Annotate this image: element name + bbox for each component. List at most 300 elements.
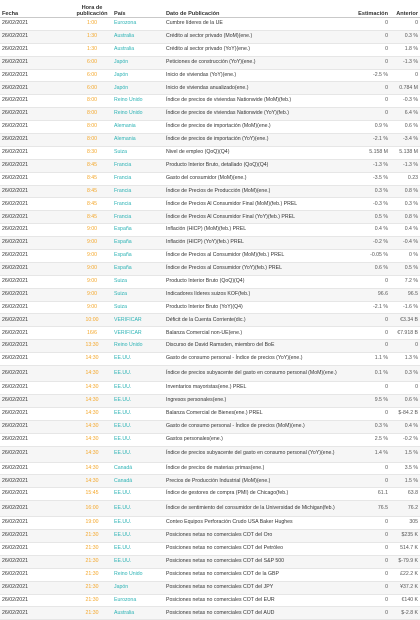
cell-fecha: 26/02/2021 <box>0 446 72 462</box>
cell-anterior: 1.3 % <box>390 353 420 366</box>
cell-estimacion: -2.5 % <box>350 69 390 82</box>
table-row[interactable] <box>0 555 420 568</box>
column-header-estimacion[interactable]: Estimación <box>350 0 390 18</box>
cell-estimacion: 0.9 % <box>350 121 390 134</box>
table-row[interactable] <box>0 237 420 250</box>
cell-fecha: 26/02/2021 <box>0 353 72 366</box>
cell-fecha: 26/02/2021 <box>0 542 72 555</box>
cell-pais: Reino Unido <box>112 95 164 108</box>
cell-fecha: 26/02/2021 <box>0 594 72 607</box>
cell-fecha: 26/02/2021 <box>0 517 72 530</box>
cell-fecha: 26/02/2021 <box>0 185 72 198</box>
cell-pais: EE.UU. <box>112 501 164 517</box>
cell-dato: Índice de Precios Al Consumidor Final (YoY)(feb.) PREL <box>164 211 350 224</box>
cell-dato: Producto Interior Bruto (YoY)(Q4) <box>164 301 350 314</box>
cell-dato: Posiciones netas no comerciales COT del Petróleo <box>164 542 350 555</box>
table-body <box>0 18 420 620</box>
table-row[interactable] <box>0 275 420 288</box>
cell-fecha: 26/02/2021 <box>0 475 72 488</box>
cell-anterior: $-79.9 K <box>390 555 420 568</box>
cell-fecha: 26/02/2021 <box>0 530 72 543</box>
cell-estimacion: 0 <box>350 340 390 353</box>
cell-anterior: 0.8 % <box>390 211 420 224</box>
cell-hora: 14:30 <box>72 420 112 433</box>
cell-pais: España <box>112 262 164 275</box>
cell-pais: EE.UU. <box>112 433 164 446</box>
cell-pais: Reino Unido <box>112 568 164 581</box>
cell-hora: 14:30 <box>72 407 112 420</box>
cell-fecha: 26/02/2021 <box>0 211 72 224</box>
table-row[interactable] <box>0 82 420 95</box>
table-row[interactable] <box>0 301 420 314</box>
table-row[interactable] <box>0 488 420 501</box>
cell-pais: EE.UU. <box>112 353 164 366</box>
cell-hora: 9:00 <box>72 250 112 263</box>
cell-anterior: -1.6 % <box>390 301 420 314</box>
cell-hora: 21:30 <box>72 568 112 581</box>
cell-dato: Indicadores líderes suizos KOF(feb.) <box>164 288 350 301</box>
cell-fecha: 26/02/2021 <box>0 224 72 237</box>
cell-fecha: 26/02/2021 <box>0 407 72 420</box>
cell-fecha: 26/02/2021 <box>0 121 72 134</box>
table-row[interactable] <box>0 353 420 366</box>
cell-estimacion: 1.1 % <box>350 353 390 366</box>
table-row[interactable] <box>0 250 420 263</box>
cell-pais: Suiza <box>112 288 164 301</box>
cell-pais: España <box>112 224 164 237</box>
table-row[interactable] <box>0 446 420 462</box>
cell-dato: Índice de precios de importación (YoY)(ene.) <box>164 134 350 147</box>
cell-pais: Australia <box>112 43 164 56</box>
cell-anterior: 0.6 % <box>390 394 420 407</box>
table-row[interactable] <box>0 95 420 108</box>
cell-estimacion: 0.6 % <box>350 262 390 275</box>
cell-anterior: -0.3 % <box>390 95 420 108</box>
cell-dato: Índice de precios de materias primas(ene.) <box>164 462 350 475</box>
cell-hora: 16:00 <box>72 501 112 517</box>
cell-hora: 14:30 <box>72 446 112 462</box>
table-row[interactable] <box>0 146 420 159</box>
cell-dato: Gasto de consumo personal - Índice de precios (MoM)(ene.) <box>164 420 350 433</box>
table-row[interactable] <box>0 607 420 620</box>
cell-hora: 9:00 <box>72 275 112 288</box>
cell-hora: 14:30 <box>72 433 112 446</box>
cell-fecha: 26/02/2021 <box>0 275 72 288</box>
cell-pais: Japón <box>112 56 164 69</box>
cell-estimacion: 0 <box>350 594 390 607</box>
cell-pais: Australia <box>112 30 164 43</box>
cell-fecha: 26/02/2021 <box>0 262 72 275</box>
cell-anterior: $-2.8 K <box>390 607 420 620</box>
cell-dato: Índice de sentimiento del consumidor de la Universidad de Michigan(feb.) <box>164 501 350 517</box>
cell-dato: Posiciones netas no comerciales COT del EUR <box>164 594 350 607</box>
cell-hora: 16/6 <box>72 327 112 340</box>
cell-fecha: 26/02/2021 <box>0 301 72 314</box>
cell-anterior: £22.2 K <box>390 568 420 581</box>
cell-estimacion: -0.2 % <box>350 237 390 250</box>
cell-dato: Índice de Precios al Consumidor (YoY)(feb.) PREL <box>164 262 350 275</box>
table-row[interactable] <box>0 340 420 353</box>
cell-hora: 21:30 <box>72 530 112 543</box>
table-row[interactable] <box>0 517 420 530</box>
cell-pais: Francia <box>112 159 164 172</box>
cell-dato: Posiciones netas no comerciales COT del S&P 500 <box>164 555 350 568</box>
cell-anterior: 0.784 M <box>390 82 420 95</box>
cell-hora: 1:00 <box>72 18 112 31</box>
cell-dato: Balanza Comercial de Bienes(ene.) PREL <box>164 407 350 420</box>
cell-anterior: 0 <box>390 69 420 82</box>
cell-pais: Francia <box>112 172 164 185</box>
cell-fecha: 26/02/2021 <box>0 159 72 172</box>
cell-dato: Inventarios mayoristas(ene.) PREL <box>164 382 350 395</box>
cell-estimacion: 61.1 <box>350 488 390 501</box>
cell-dato: Gastos personales(ene.) <box>164 433 350 446</box>
cell-anterior: 3.5 % <box>390 462 420 475</box>
cell-dato: Índice de precios de importación (MoM)(ene.) <box>164 121 350 134</box>
cell-pais: Eurozona <box>112 18 164 31</box>
cell-hora: 6:00 <box>72 82 112 95</box>
cell-estimacion: 0 <box>350 607 390 620</box>
cell-anterior: 1.5 % <box>390 446 420 462</box>
cell-hora: 9:00 <box>72 288 112 301</box>
cell-hora: 6:00 <box>72 69 112 82</box>
cell-pais: Francia <box>112 185 164 198</box>
cell-hora: 9:00 <box>72 224 112 237</box>
cell-fecha: 26/02/2021 <box>0 420 72 433</box>
table-row[interactable] <box>0 211 420 224</box>
cell-pais: Australia <box>112 607 164 620</box>
cell-fecha: 26/02/2021 <box>0 501 72 517</box>
table-row[interactable] <box>0 121 420 134</box>
cell-pais: Alemania <box>112 134 164 147</box>
cell-hora: 9:00 <box>72 237 112 250</box>
table-row[interactable] <box>0 407 420 420</box>
table-row[interactable] <box>0 542 420 555</box>
cell-estimacion: 0 <box>350 542 390 555</box>
cell-anterior: -1.3 % <box>390 56 420 69</box>
cell-pais: EE.UU. <box>112 530 164 543</box>
cell-estimacion: 5.158 M <box>350 146 390 159</box>
cell-anterior: -3.4 % <box>390 134 420 147</box>
cell-dato: Inflación (HICP) (YoY)(feb.) PREL <box>164 237 350 250</box>
cell-dato: Inflación (HICP) (MoM)(feb.) PREL <box>164 224 350 237</box>
cell-estimacion: 96.6 <box>350 288 390 301</box>
cell-estimacion: 0 <box>350 314 390 327</box>
cell-pais: Japón <box>112 69 164 82</box>
cell-fecha: 26/02/2021 <box>0 146 72 159</box>
table-row[interactable] <box>0 475 420 488</box>
column-header-hora[interactable]: Hora de publicación <box>72 0 112 18</box>
cell-estimacion: 9.5 % <box>350 394 390 407</box>
cell-hora: 21:30 <box>72 555 112 568</box>
cell-pais: Eurozona <box>112 594 164 607</box>
column-header-fecha[interactable]: Fecha <box>0 0 72 18</box>
cell-pais: Japón <box>112 581 164 594</box>
cell-anterior: 0.5 % <box>390 262 420 275</box>
cell-pais: Canadá <box>112 475 164 488</box>
cell-pais: Japón <box>112 82 164 95</box>
cell-hora: 15:45 <box>72 488 112 501</box>
cell-fecha: 26/02/2021 <box>0 134 72 147</box>
cell-anterior: 0 <box>390 382 420 395</box>
cell-fecha: 26/02/2021 <box>0 488 72 501</box>
cell-pais: España <box>112 237 164 250</box>
cell-anterior: 0 <box>390 340 420 353</box>
cell-pais: EE.UU. <box>112 446 164 462</box>
cell-fecha: 26/02/2021 <box>0 288 72 301</box>
cell-dato: Posiciones netas no comerciales COT del Oro <box>164 530 350 543</box>
cell-fecha: 26/02/2021 <box>0 581 72 594</box>
table-row[interactable] <box>0 172 420 185</box>
cell-pais: Suiza <box>112 146 164 159</box>
cell-dato: Cumbre líderes de la UE <box>164 18 350 31</box>
cell-hora: 1:30 <box>72 30 112 43</box>
cell-fecha: 26/02/2021 <box>0 555 72 568</box>
cell-dato: Producto Interior Bruto (QoQ)(Q4) <box>164 275 350 288</box>
cell-anterior: 0.8 % <box>390 185 420 198</box>
table-row[interactable] <box>0 501 420 517</box>
cell-anterior: 1.8 % <box>390 43 420 56</box>
cell-estimacion: -0.3 % <box>350 198 390 211</box>
cell-estimacion: 0 <box>350 82 390 95</box>
cell-dato: Producto Interior Bruto, detallado (QoQ)(Q4) <box>164 159 350 172</box>
cell-estimacion: 0 <box>350 275 390 288</box>
column-header-anterior[interactable]: Anterior <box>390 0 420 18</box>
column-header-dato[interactable]: Dato de Publicación <box>164 0 350 18</box>
cell-hora: 1:30 <box>72 43 112 56</box>
table-row[interactable] <box>0 30 420 43</box>
cell-dato: Índice de precios subyacente del gasto en consumo personal (YoY)(ene.) <box>164 446 350 462</box>
cell-pais: Francia <box>112 198 164 211</box>
cell-hora: 19:00 <box>72 517 112 530</box>
cell-dato: Ingresos personales(ene.) <box>164 394 350 407</box>
cell-estimacion: -1.3 % <box>350 159 390 172</box>
cell-estimacion: -3.5 % <box>350 172 390 185</box>
cell-pais: Reino Unido <box>112 340 164 353</box>
table-row[interactable] <box>0 56 420 69</box>
cell-dato: Índice de precios de viviendas Nationwide (MoM)(feb.) <box>164 95 350 108</box>
cell-estimacion: 0.3 % <box>350 420 390 433</box>
cell-pais: EE.UU. <box>112 517 164 530</box>
cell-fecha: 26/02/2021 <box>0 366 72 382</box>
cell-estimacion: 0 <box>350 530 390 543</box>
table-row[interactable] <box>0 108 420 121</box>
table-row[interactable] <box>0 433 420 446</box>
table-row[interactable] <box>0 262 420 275</box>
cell-anterior: 0.23 <box>390 172 420 185</box>
cell-estimacion: 0 <box>350 30 390 43</box>
cell-dato: Déficit de la Cuenta Corriente(dic.) <box>164 314 350 327</box>
cell-anterior: 0.4 % <box>390 420 420 433</box>
cell-fecha: 26/02/2021 <box>0 198 72 211</box>
cell-estimacion: 0 <box>350 407 390 420</box>
cell-estimacion: 0.3 % <box>350 185 390 198</box>
cell-pais: VERIFICAR <box>112 314 164 327</box>
cell-anterior: 514.7 K <box>390 542 420 555</box>
cell-hora: 6:00 <box>72 56 112 69</box>
cell-estimacion: 0 <box>350 517 390 530</box>
cell-estimacion: -0.05 % <box>350 250 390 263</box>
cell-dato: Nivel de empleo (QoQ)(Q4) <box>164 146 350 159</box>
table-row[interactable] <box>0 394 420 407</box>
cell-pais: EE.UU. <box>112 366 164 382</box>
cell-dato: Índice de Precios Al Consumidor Final (MoM)(feb.) PREL <box>164 198 350 211</box>
cell-estimacion: 0 <box>350 382 390 395</box>
cell-pais: Suiza <box>112 301 164 314</box>
cell-anterior: 63.8 <box>390 488 420 501</box>
cell-dato: Posiciones netas no comerciales COT del JPY <box>164 581 350 594</box>
cell-hora: 8:45 <box>72 172 112 185</box>
cell-estimacion: 0.1 % <box>350 366 390 382</box>
cell-dato: Balanza Comercial non-UE(ene.) <box>164 327 350 340</box>
cell-fecha: 26/02/2021 <box>0 314 72 327</box>
cell-pais: EE.UU. <box>112 382 164 395</box>
cell-anterior: 0 <box>390 18 420 31</box>
cell-pais: Reino Unido <box>112 108 164 121</box>
table-row[interactable] <box>0 581 420 594</box>
cell-estimacion: 1.4 % <box>350 446 390 462</box>
cell-anterior: €140 K <box>390 594 420 607</box>
cell-anterior: ¥37.2 K <box>390 581 420 594</box>
cell-dato: Crédito al sector privado (YoY)(ene.) <box>164 43 350 56</box>
cell-pais: EE.UU. <box>112 542 164 555</box>
cell-pais: España <box>112 250 164 263</box>
table-row[interactable] <box>0 366 420 382</box>
cell-anterior: 96.5 <box>390 288 420 301</box>
cell-hora: 8:00 <box>72 134 112 147</box>
cell-dato: Índice de Precios de Producción (MoM)(ene.) <box>164 185 350 198</box>
cell-anterior: 5.138 M <box>390 146 420 159</box>
cell-dato: Posiciones netas no comerciales COT del AUD <box>164 607 350 620</box>
table-row[interactable] <box>0 18 420 31</box>
cell-anterior: 7.2 % <box>390 275 420 288</box>
cell-hora: 9:00 <box>72 301 112 314</box>
cell-estimacion: 0.5 % <box>350 211 390 224</box>
cell-pais: EE.UU. <box>112 555 164 568</box>
cell-pais: Suiza <box>112 275 164 288</box>
cell-estimacion: 0 <box>350 581 390 594</box>
cell-hora: 14:30 <box>72 353 112 366</box>
cell-anterior: 0.3 % <box>390 366 420 382</box>
cell-fecha: 26/02/2021 <box>0 462 72 475</box>
cell-hora: 14:30 <box>72 394 112 407</box>
cell-fecha: 26/02/2021 <box>0 237 72 250</box>
cell-estimacion: 0 <box>350 327 390 340</box>
cell-estimacion: 0 <box>350 18 390 31</box>
table-row[interactable] <box>0 462 420 475</box>
table-row[interactable] <box>0 594 420 607</box>
cell-pais: EE.UU. <box>112 407 164 420</box>
cell-hora: 14:30 <box>72 475 112 488</box>
table-row[interactable] <box>0 134 420 147</box>
table-row[interactable] <box>0 288 420 301</box>
cell-pais: EE.UU. <box>112 394 164 407</box>
cell-pais: Francia <box>112 211 164 224</box>
cell-hora: 21:30 <box>72 607 112 620</box>
cell-anterior: $-84.2 B <box>390 407 420 420</box>
cell-hora: 21:30 <box>72 594 112 607</box>
cell-pais: EE.UU. <box>112 420 164 433</box>
cell-anterior: 76.2 <box>390 501 420 517</box>
cell-dato: Crédito al sector privado (MoM)(ene.) <box>164 30 350 43</box>
cell-hora: 9:00 <box>72 262 112 275</box>
cell-hora: 13:30 <box>72 340 112 353</box>
table-row[interactable] <box>0 185 420 198</box>
cell-estimacion: 2.5 % <box>350 433 390 446</box>
table-row[interactable] <box>0 568 420 581</box>
cell-anterior: 0 % <box>390 250 420 263</box>
cell-anterior: -0.2 % <box>390 433 420 446</box>
cell-estimacion: 0 <box>350 475 390 488</box>
cell-hora: 8:45 <box>72 185 112 198</box>
cell-pais: VERIFICAR <box>112 327 164 340</box>
cell-estimacion: 0 <box>350 462 390 475</box>
cell-hora: 8:30 <box>72 146 112 159</box>
cell-estimacion: -2.1 % <box>350 301 390 314</box>
cell-fecha: 26/02/2021 <box>0 433 72 446</box>
cell-fecha: 26/02/2021 <box>0 250 72 263</box>
table-row[interactable] <box>0 224 420 237</box>
cell-fecha: 26/02/2021 <box>0 56 72 69</box>
table-row[interactable] <box>0 530 420 543</box>
cell-fecha: 26/02/2021 <box>0 30 72 43</box>
cell-anterior: 305 <box>390 517 420 530</box>
table-header <box>0 0 420 18</box>
cell-dato: Gasto del consumidor (MoM)(ene.) <box>164 172 350 185</box>
cell-estimacion: 0 <box>350 56 390 69</box>
cell-dato: Precios de Producción Industrial (MoM)(ene.) <box>164 475 350 488</box>
cell-dato: Posiciones netas no comerciales COT de la GBP <box>164 568 350 581</box>
table-row[interactable] <box>0 198 420 211</box>
cell-dato: Índice de gestores de compra (PMI) de Chicago(feb.) <box>164 488 350 501</box>
table-row[interactable] <box>0 159 420 172</box>
cell-anterior: $235 K <box>390 530 420 543</box>
table-row[interactable] <box>0 327 420 340</box>
cell-hora: 14:30 <box>72 462 112 475</box>
cell-pais: Canadá <box>112 462 164 475</box>
cell-anterior: 0.4 % <box>390 224 420 237</box>
cell-fecha: 26/02/2021 <box>0 568 72 581</box>
cell-fecha: 26/02/2021 <box>0 340 72 353</box>
cell-fecha: 26/02/2021 <box>0 327 72 340</box>
table-row[interactable] <box>0 314 420 327</box>
cell-fecha: 26/02/2021 <box>0 69 72 82</box>
cell-estimacion: 0 <box>350 108 390 121</box>
cell-estimacion: 0 <box>350 95 390 108</box>
cell-hora: 8:00 <box>72 121 112 134</box>
cell-dato: Discurso de David Ramsden, miembro del BoE <box>164 340 350 353</box>
cell-hora: 8:45 <box>72 198 112 211</box>
cell-estimacion: 0.4 % <box>350 224 390 237</box>
cell-hora: 8:00 <box>72 108 112 121</box>
table-row[interactable] <box>0 382 420 395</box>
cell-hora: 21:30 <box>72 542 112 555</box>
table-row[interactable] <box>0 420 420 433</box>
cell-pais: EE.UU. <box>112 488 164 501</box>
table-row[interactable] <box>0 69 420 82</box>
cell-pais: Alemania <box>112 121 164 134</box>
cell-fecha: 26/02/2021 <box>0 43 72 56</box>
table-row[interactable] <box>0 43 420 56</box>
cell-anterior: 0.3 % <box>390 30 420 43</box>
cell-hora: 21:30 <box>72 581 112 594</box>
cell-anterior: €7.918 B <box>390 327 420 340</box>
cell-hora: 8:45 <box>72 159 112 172</box>
cell-dato: Peticiones de construcción (YoY)(ene.) <box>164 56 350 69</box>
column-header-pais[interactable]: País <box>112 0 164 18</box>
cell-dato: Inicio de viviendas anualizado(ene.) <box>164 82 350 95</box>
cell-dato: Índice de precios subyacente del gasto en consumo personal (MoM)(ene.) <box>164 366 350 382</box>
